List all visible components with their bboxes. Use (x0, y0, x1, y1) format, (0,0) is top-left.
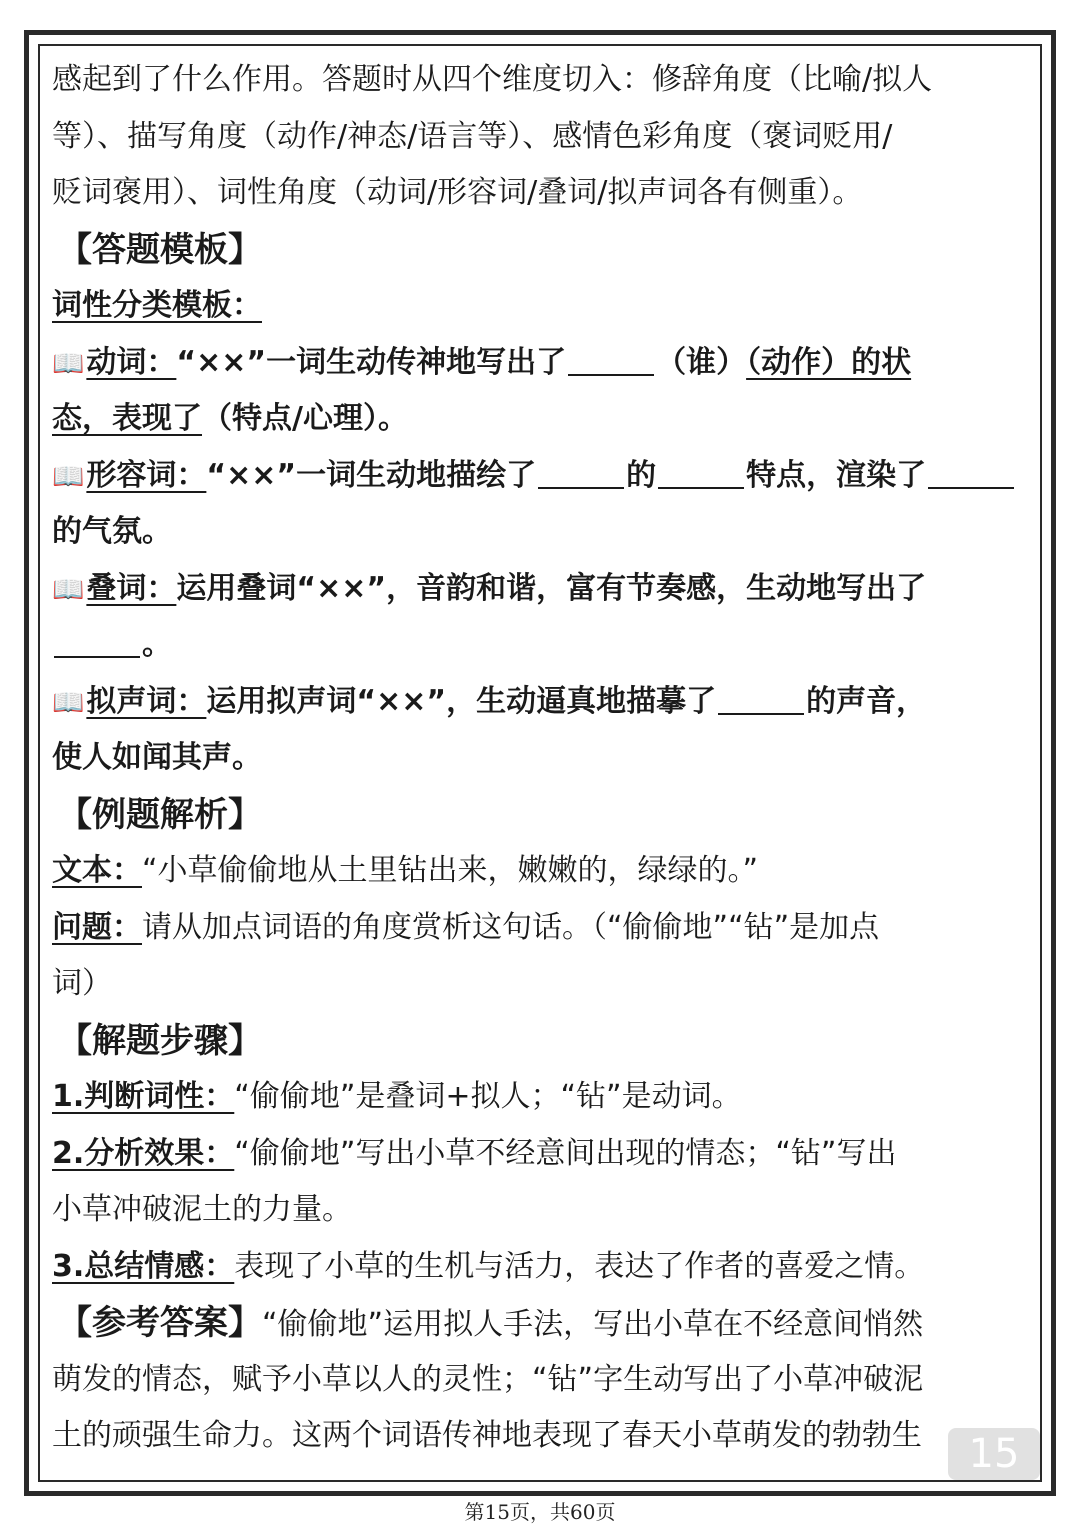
book-icon: 📖 (52, 687, 85, 718)
ono-text-2: 的声音， (806, 683, 927, 719)
verb-template-line-1 (52, 335, 1032, 392)
page-number-badge: 15 (948, 1428, 1040, 1480)
adj-label: 形容词： (86, 457, 207, 493)
question-label: 问题： (52, 909, 142, 945)
step-3 (52, 1239, 1032, 1296)
answer-line-1 (52, 1295, 1032, 1352)
text-line-2: 等）、描写角度（动作/神态/语言等）、感情色彩角度（褒词贬用/ (52, 118, 893, 154)
answer-blank (658, 457, 744, 489)
adj-text-1: “××”一词生动地描绘了 (206, 457, 537, 493)
step-2-label: 2.分析效果： (52, 1135, 235, 1171)
adj-text-3: 特点，渲染了 (746, 457, 927, 493)
adj-template-line-1 (52, 448, 1032, 505)
step-3-label: 3.总结情感： (52, 1248, 235, 1284)
ono-text-3: 使人如闻其声。 (52, 740, 262, 775)
text-label: 文本： (52, 853, 142, 888)
ono-template-line-1 (52, 674, 1032, 731)
answer-blank (538, 457, 624, 489)
adj-text-4: 的气氛。 (52, 514, 172, 549)
answer-blank (568, 344, 654, 376)
steps-heading: 【解题步骤】 (58, 1020, 262, 1061)
step-2-text: “偷偷地”写出小草不经意间出现的情态；“钻”写出 (234, 1135, 897, 1171)
text-line-1: 感起到了什么作用。答题时从四个维度切入：修辞角度（比喻/拟人 (52, 62, 933, 97)
redup-text-2: 。 (142, 627, 172, 662)
redup-label: 叠词： (86, 570, 177, 606)
page-footer: 第15页，共60页 (464, 1500, 616, 1524)
question-value-2: 词） (52, 966, 112, 1001)
answer-text-1: “偷偷地”运用拟人手法，写出小草在不经意间悄然 (262, 1307, 924, 1342)
answer-blank (718, 683, 804, 715)
book-icon: 📖 (52, 461, 85, 492)
answer-heading: 【参考答案】 (58, 1303, 262, 1343)
step-2 (52, 1126, 1032, 1183)
step-3-text: 表现了小草的生机与活力，表达了作者的喜爱之情。 (234, 1248, 925, 1284)
template-heading: 【答题模板】 (58, 229, 262, 270)
example-text-line (52, 843, 1032, 900)
adj-text-2: 的 (626, 457, 657, 493)
verb-text-2: （谁） (656, 344, 747, 380)
text-value: “小草偷偷地从土里钻出来，嫩嫩的，绿绿的。” (142, 853, 759, 888)
redup-template-line-2 (52, 617, 1032, 674)
verb-text-3: （动作）的状 (746, 344, 912, 380)
example-question-line (52, 900, 1032, 957)
step-2-text-2: 小草冲破泥土的力量。 (52, 1192, 352, 1227)
book-icon: 📖 (52, 348, 85, 379)
step-1-text: “偷偷地”是叠词+拟人；“钻”是动词。 (234, 1079, 742, 1114)
step-1 (52, 1069, 1032, 1126)
verb-text-1: “××”一词生动传神地写出了 (176, 344, 567, 380)
answer-blank (928, 457, 1014, 489)
redup-template-line-1 (52, 561, 1032, 618)
answer-line-3: 土的顽强生命力。这两个词语传神地表现了春天小草萌发的勃勃生 (52, 1418, 922, 1453)
verb-label: 动词： (86, 344, 177, 380)
ono-label: 拟声词： (86, 683, 207, 719)
redup-text-1: 运用叠词“××”，音韵和谐，富有节奏感，生动地写出了 (176, 570, 927, 606)
text-line-3: 贬词褒用）、词性角度（动词/形容词/叠词/拟声词各有侧重）。 (52, 175, 863, 210)
answer-line-2: 萌发的情态，赋予小草以人的灵性；“钻”字生动写出了小草冲破泥 (52, 1361, 924, 1397)
verb-text-5: （特点/心理）。 (202, 401, 408, 436)
verb-text-4: 态，表现了 (52, 401, 202, 436)
page-content (52, 52, 1032, 1465)
answer-blank (54, 626, 140, 658)
book-icon: 📖 (52, 574, 85, 605)
example-heading: 【例题解析】 (58, 794, 262, 835)
verb-template-line-2 (52, 391, 1032, 448)
question-value: 请从加点词语的角度赏析这句话。（“偷偷地”“钻”是加点 (142, 909, 880, 945)
step-1-label: 1.判断词性： (52, 1079, 235, 1114)
ono-text-1: 运用拟声词“××”，生动逼真地描摹了 (206, 683, 717, 719)
template-subheading: 词性分类模板： (52, 288, 262, 323)
